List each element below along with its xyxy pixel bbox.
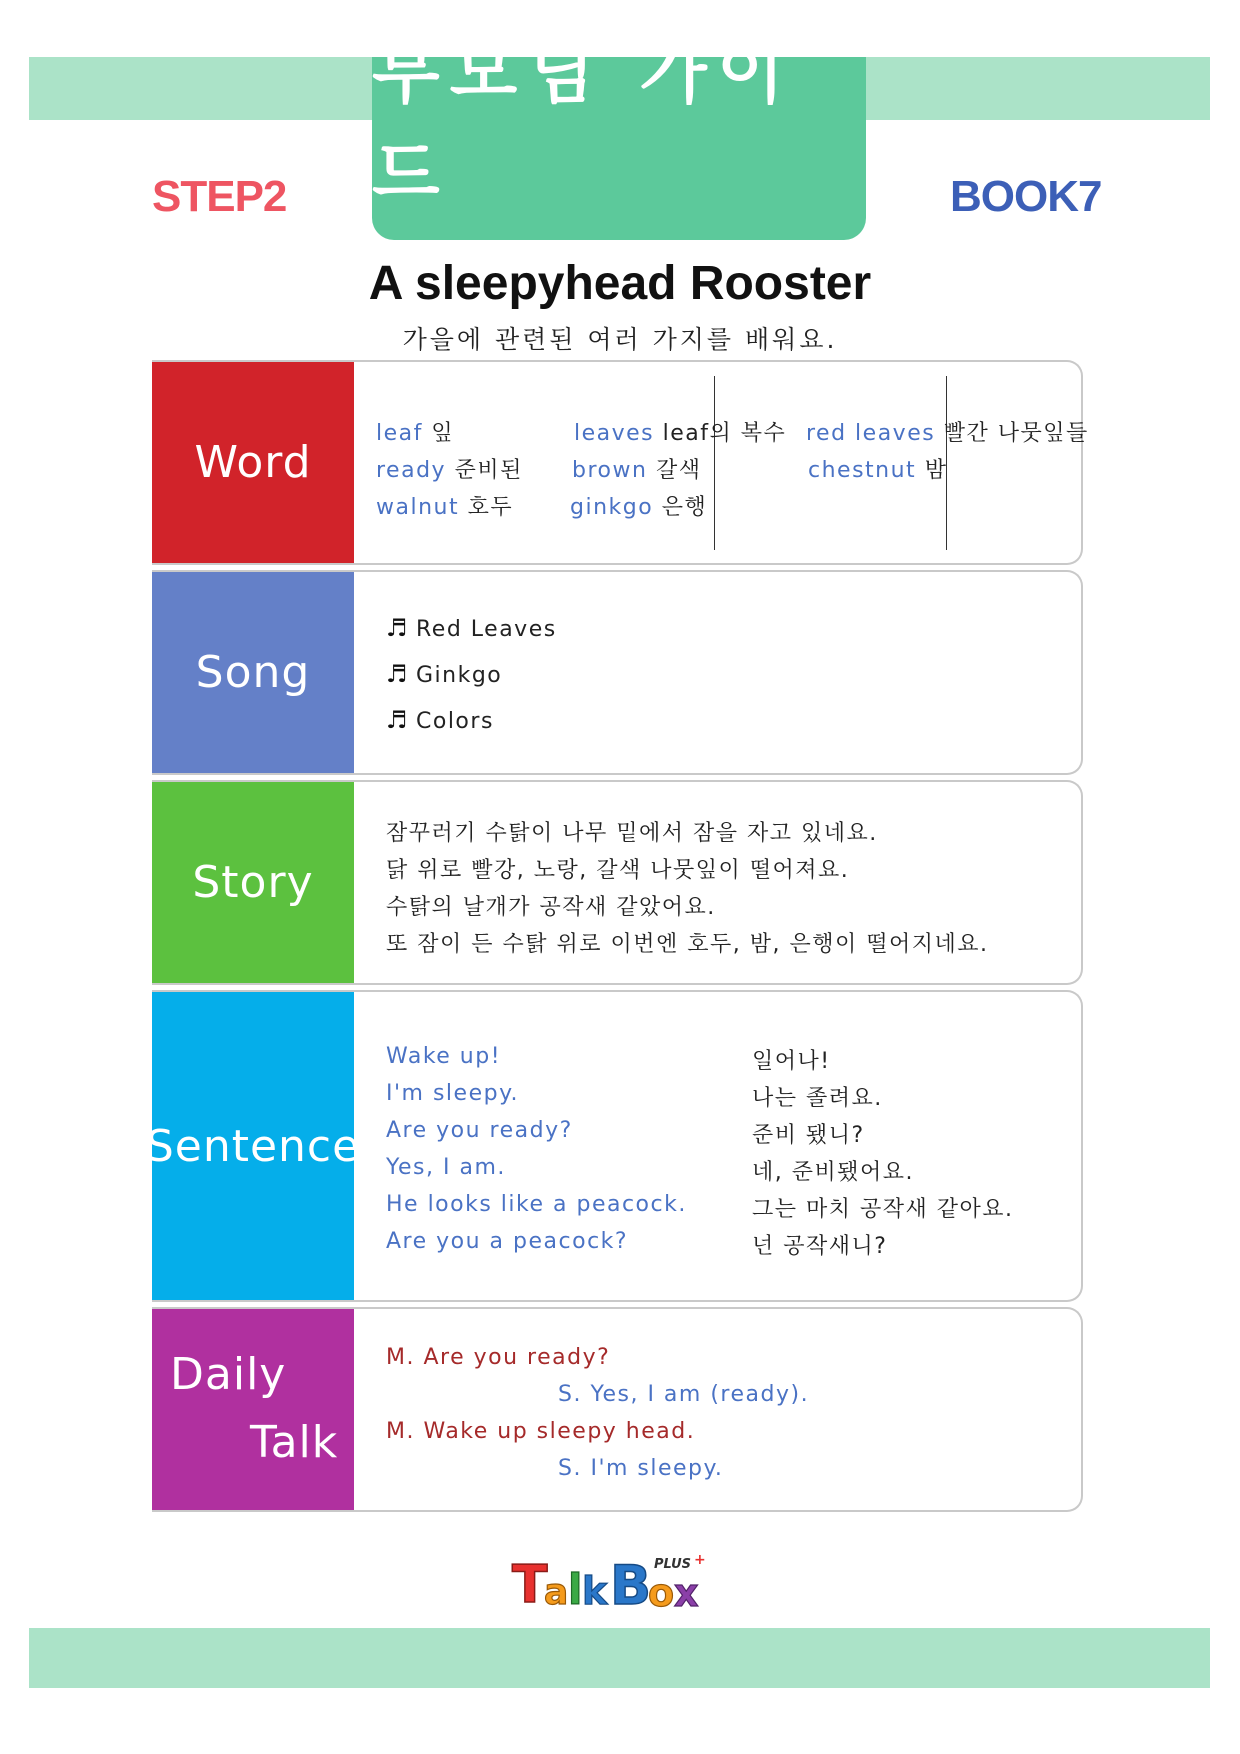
song-item: ♬ Ginkgo [386, 660, 503, 688]
sentence-label-box [145, 992, 361, 1300]
music-note-icon: ♬ [386, 660, 410, 688]
sentence-en: He looks like a peacock. [386, 1192, 687, 1217]
talk-line-mother: M. Wake up sleepy head. [386, 1419, 696, 1444]
song-item: ♬ Colors [386, 706, 494, 734]
word-item: ginkgo 은행 [570, 495, 708, 520]
daily-talk-label-line1: Daily [170, 1349, 287, 1400]
sentence-en: Wake up! [386, 1044, 502, 1069]
story-section [152, 780, 1083, 985]
guide-title-tab [372, 31, 866, 240]
svg-text:B: B [610, 1554, 652, 1610]
daily-talk-section [152, 1307, 1083, 1512]
song-content [354, 572, 1081, 773]
story-line: 또 잠이 든 수탉 위로 이번엔 호두, 밤, 은행이 떨어지네요. [386, 932, 989, 957]
talk-line-student: S. I'm sleepy. [558, 1456, 724, 1481]
sentence-ko: 나는 졸려요. [752, 1086, 883, 1111]
sentence-label: Sentence [145, 1120, 361, 1172]
word-item: chestnut 밤 [808, 458, 948, 483]
word-item: leaf 잎 [376, 421, 455, 446]
svg-text:T: T [512, 1555, 548, 1610]
word-section [152, 360, 1089, 565]
sentence-en: Are you a peacock? [386, 1229, 629, 1254]
music-note-icon: ♬ [386, 614, 410, 642]
svg-text:l: l [568, 1565, 583, 1610]
bottom-band [29, 1628, 1210, 1688]
story-content [354, 782, 1081, 983]
story-line: 수탉의 날개가 공작새 같았어요. [386, 895, 716, 920]
sentence-ko: 네, 준비됐어요. [752, 1160, 914, 1185]
song-section [152, 570, 1083, 775]
svg-text:+: + [694, 1552, 706, 1568]
word-item: walnut 호두 [376, 495, 514, 520]
sentence-ko: 준비 됐니? [752, 1123, 865, 1148]
talk-line-mother: M. Are you ready? [386, 1345, 611, 1370]
music-note-icon: ♬ [386, 706, 410, 734]
sentence-ko: 일어나! [752, 1049, 831, 1074]
sentence-section [145, 990, 1083, 1302]
page-subtitle: 가을에 관련된 여러 가지를 배워요. [402, 325, 838, 354]
word-item: ready 준비된 [376, 458, 523, 483]
column-divider [714, 376, 715, 550]
guide-title: 부모님 가이드 [372, 31, 795, 214]
word-label: Word [194, 437, 312, 488]
word-item: leaves leaf의 복수 [574, 421, 787, 446]
page-title: A sleepyhead Rooster [368, 257, 872, 310]
daily-talk-content [354, 1309, 1081, 1510]
daily-talk-label-box [152, 1309, 354, 1510]
sentence-ko: 넌 공작새니? [752, 1234, 888, 1259]
daily-talk-label-line2: Talk [250, 1417, 339, 1468]
song-label: Song [195, 647, 311, 698]
song-label-box [152, 572, 354, 773]
step-label: STEP2 [152, 172, 287, 221]
sentence-content [354, 992, 1081, 1300]
sentence-en: I'm sleepy. [386, 1081, 519, 1106]
word-label-box [152, 362, 354, 563]
story-label-box [152, 782, 354, 983]
talk-line-student: S. Yes, I am (ready). [558, 1382, 810, 1407]
word-item: red leaves 빨간 나뭇잎들 [806, 421, 1089, 446]
word-item: brown 갈색 [572, 458, 702, 483]
svg-text:k: k [582, 1569, 608, 1610]
talkbox-logo [510, 1548, 730, 1610]
story-line: 잠꾸러기 수탉이 나무 밑에서 잠을 자고 있네요. [386, 821, 878, 846]
svg-text:PLUS: PLUS [654, 1557, 692, 1572]
sentence-en: Are you ready? [386, 1118, 573, 1143]
word-content [354, 362, 1089, 563]
story-label: Story [192, 857, 314, 908]
sentence-en: Yes, I am. [386, 1155, 506, 1180]
svg-text:a: a [544, 1572, 569, 1610]
book-label: BOOK7 [950, 172, 1102, 221]
song-item: ♬ Red Leaves [386, 614, 557, 642]
svg-text:x: x [674, 1571, 699, 1610]
sentence-ko: 그는 마치 공작새 같아요. [752, 1197, 1014, 1222]
svg-text:o: o [648, 1571, 675, 1610]
story-line: 닭 위로 빨강, 노랑, 갈색 나뭇잎이 떨어져요. [386, 858, 850, 883]
